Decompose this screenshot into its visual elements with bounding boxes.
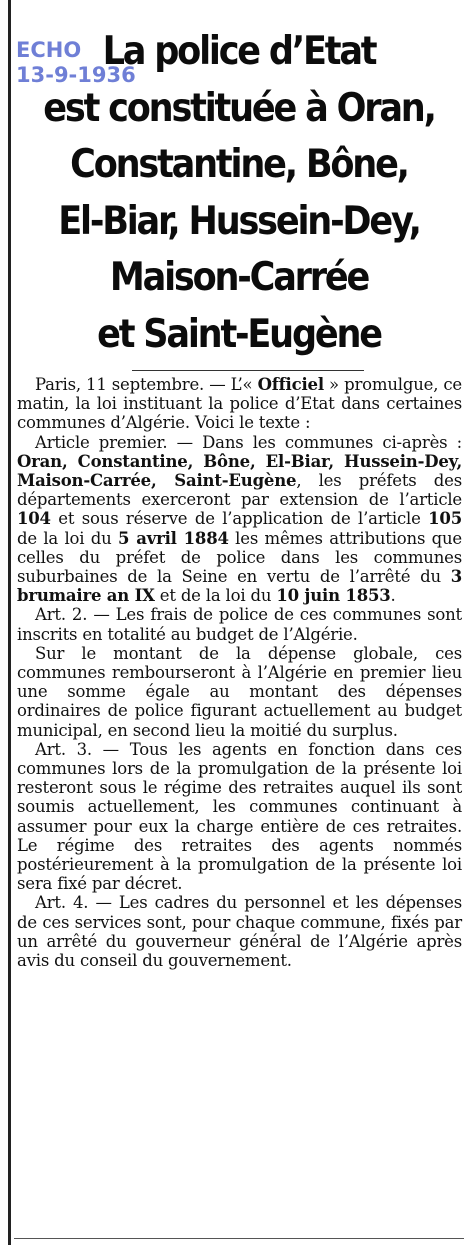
headline-divider bbox=[132, 370, 364, 371]
headline-line: La police d’Etat bbox=[102, 29, 376, 74]
source-date: 13-9-1936 bbox=[16, 63, 136, 87]
article-1-text: . bbox=[390, 586, 396, 606]
headline-line: et Saint-Eugène bbox=[97, 311, 381, 357]
article-1-text: les mêmes attributions que celles du préfet de police dans les communes suburbaines de la Seine en vertu de l’arrêté du bbox=[17, 528, 462, 587]
journal-name: Officiel bbox=[257, 375, 324, 394]
dateline: Paris, 11 septembre. — L’« bbox=[35, 375, 258, 394]
article-paragraph-article-2: Art. 2. — Les frais de police de ces communes sont inscrits en totalité au budget de l’Algérie. bbox=[17, 605, 462, 644]
headline-line: Maison-Carrée bbox=[109, 255, 369, 300]
intro-text: » promulgue, ce matin, la loi instituant la police d’Etat dans certaines communes d’Algérie. Voici le texte : bbox=[17, 375, 462, 433]
headline-line: El-Biar, Hussein-Dey, bbox=[58, 198, 420, 244]
article-paragraph-article-1 bbox=[17, 433, 462, 606]
communes-list: Oran, Constantine, Bône, El-Biar, Hussein-Dey, Maison-Carrée, Saint-Eugène bbox=[17, 451, 462, 491]
article-1-text: et de la loi du bbox=[154, 586, 277, 606]
article-paragraph-budget: Sur le montant de la dépense globale, ces communes rembourseront à l’Algérie en premier lieu une somme égale au montant des dépenses ordinaires de police figurant actuellement au budget municipal, en second lieu la moitié du surplus. bbox=[17, 643, 462, 740]
article-paragraph-article-4: Art. 4. — Les cadres du personnel et les dépenses de ces services sont, pour chaque commune, fixés par un arrêté du gouverneur général de l’Algérie après avis du conseil du gouvernement. bbox=[17, 893, 462, 971]
source-name: ECHO bbox=[16, 38, 82, 62]
law-date: 5 avril 1884 bbox=[118, 528, 229, 548]
bottom-divider bbox=[14, 1238, 464, 1239]
article-1-lead: Article premier. — Dans les communes ci-après : bbox=[35, 432, 462, 452]
article-paragraph-intro bbox=[17, 375, 462, 433]
article-1-text: et sous réserve de l’application de l’article bbox=[50, 509, 429, 529]
article-1-text: , les préfets des départements exerceront par extension de l’article bbox=[17, 471, 462, 510]
column-left-rule bbox=[8, 0, 11, 1245]
headline-line: Constantine, Bône, bbox=[70, 142, 408, 187]
article-paragraph-article-3: Art. 3. — Tous les agents en fonction dans ces communes lors de la promulgation de la présente loi resteront sous le régime des retraites auquel ils sont soumis actuellement, les communes continuant à assumer pour eux la charge entière de ces retraites. Le régime des retraites des agents nommés postérieurement à la promulgation de la présente loi sera fixé par décret. bbox=[17, 739, 462, 894]
decree-date: 3 brumaire an IX bbox=[17, 567, 462, 606]
headline-line: est constituée à Oran, bbox=[43, 85, 435, 131]
article-body bbox=[17, 375, 462, 970]
article-ref: 105 bbox=[428, 509, 462, 529]
article-ref: 104 bbox=[17, 509, 51, 529]
headline bbox=[14, 24, 464, 363]
law-date: 10 juin 1853 bbox=[276, 586, 391, 606]
article-1-text: de la loi du bbox=[17, 528, 118, 548]
